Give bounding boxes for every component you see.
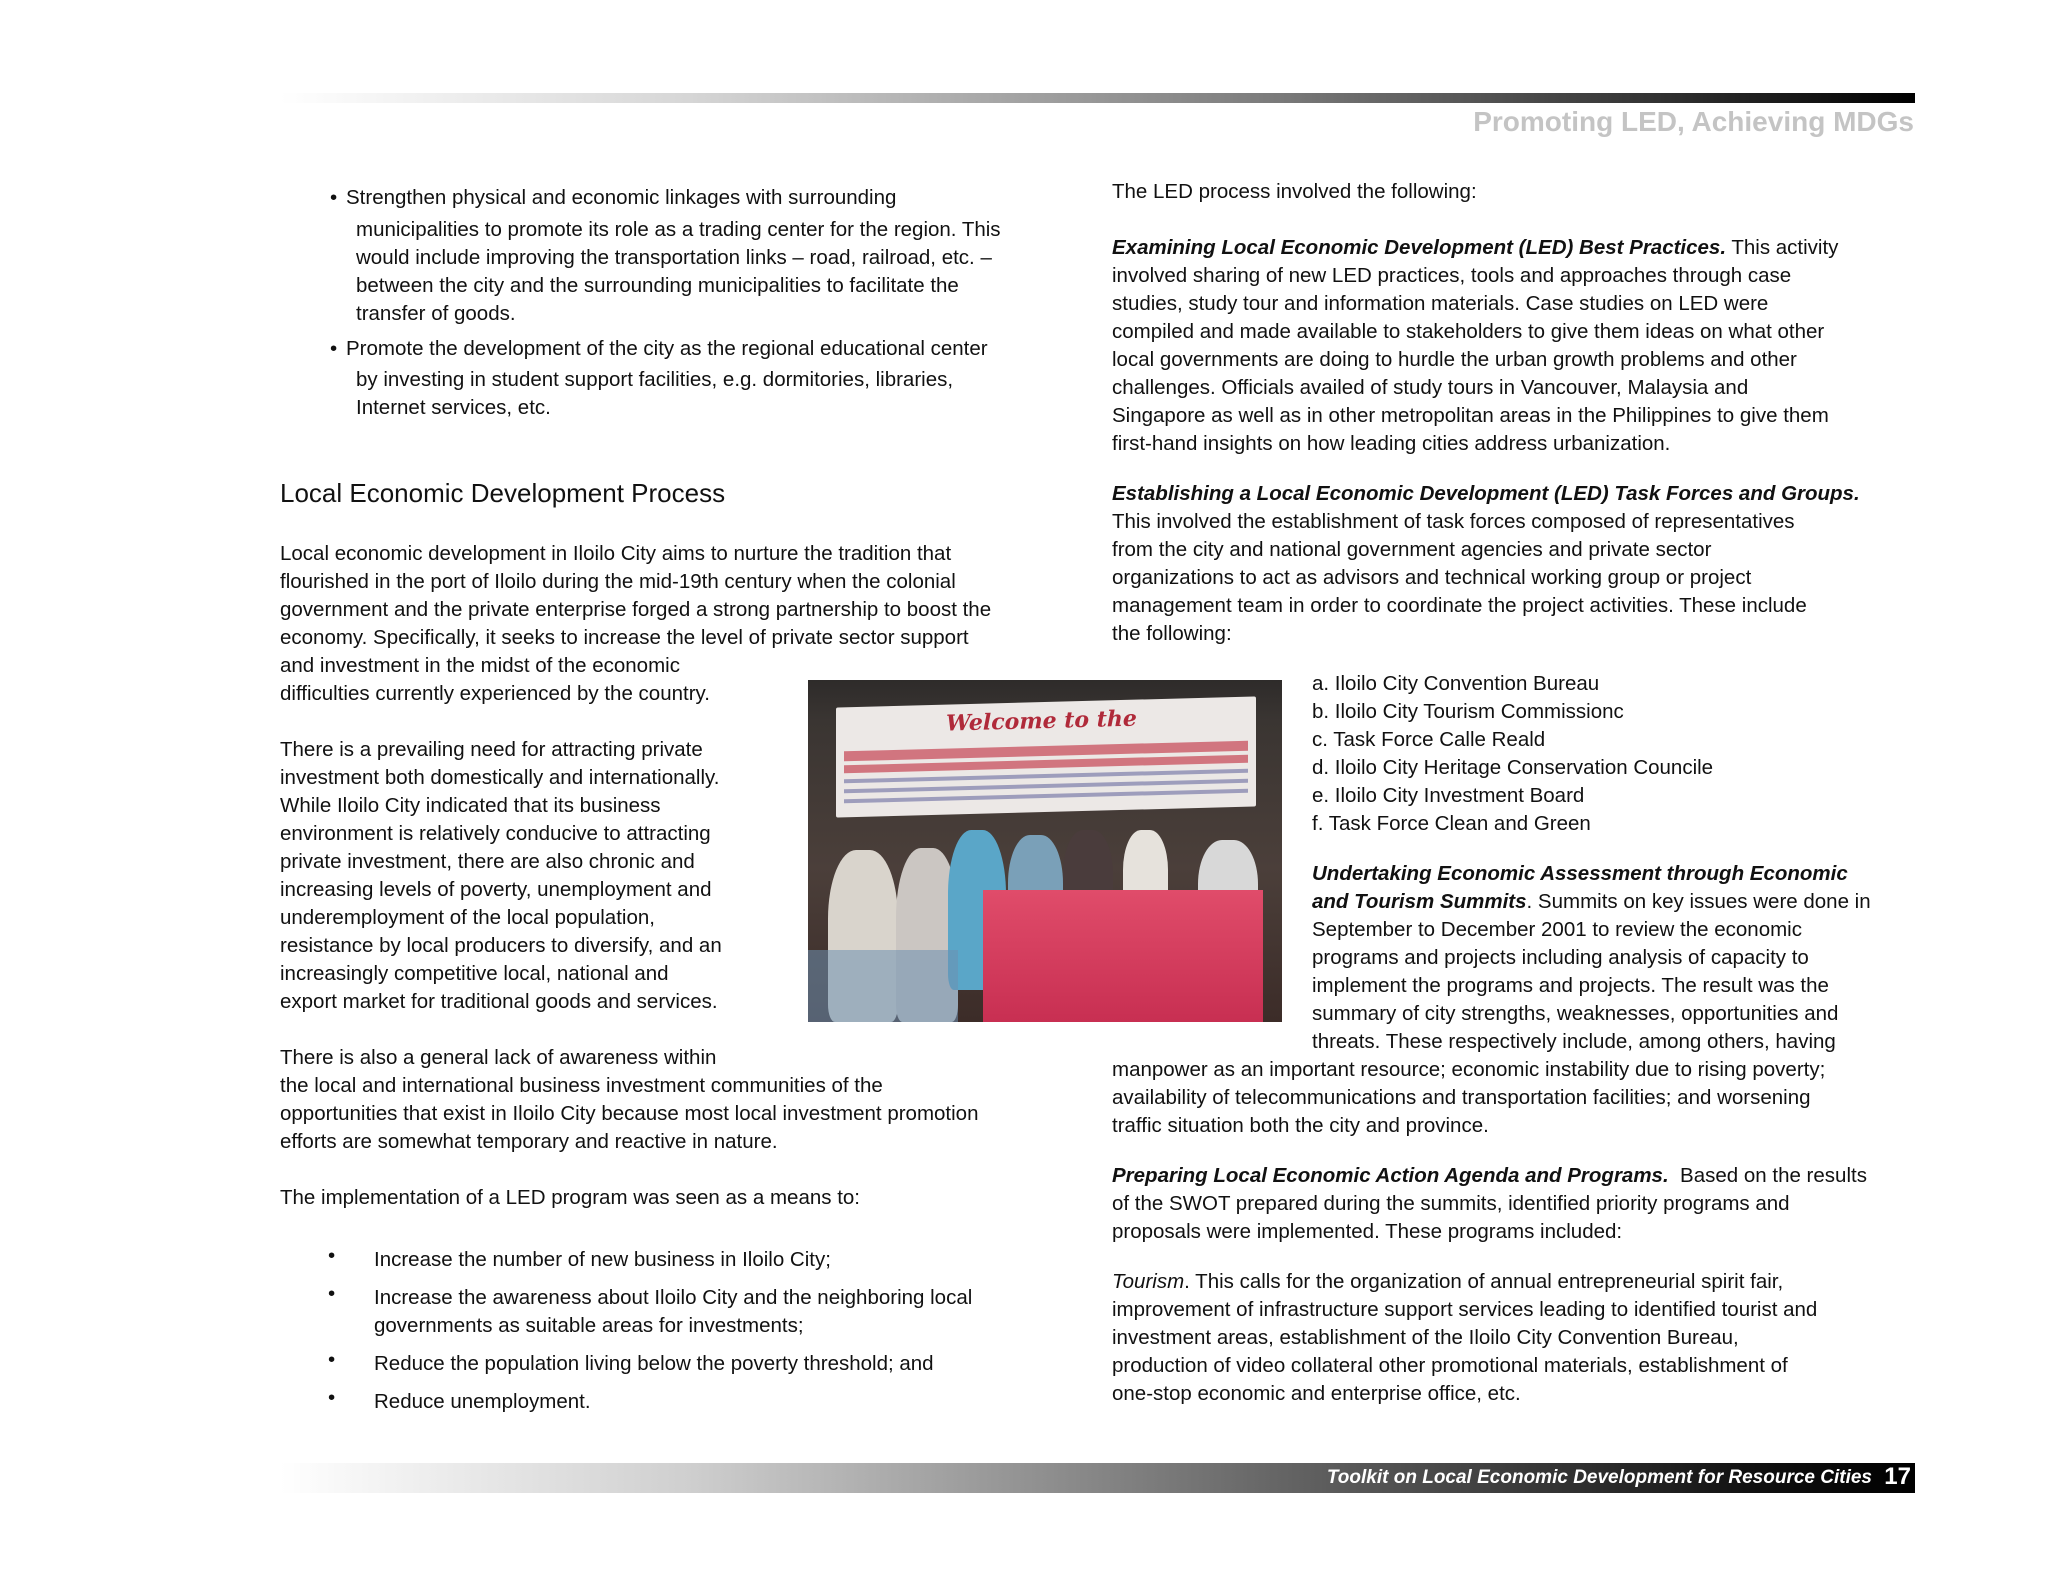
paragraph-line: the local and international business investment communities of the (280, 1074, 883, 1097)
paragraph-line: Based on the results (1668, 1164, 1867, 1187)
paragraph-line: flourished in the port of Iloilo during the mid-19th century when the colonial (280, 570, 956, 593)
paragraph-line: proposals were implemented. These programs included: (1112, 1220, 1623, 1243)
bullet-marker: • (330, 186, 338, 209)
paragraph-line: traffic situation both the city and province. (1112, 1114, 1489, 1137)
paragraph-line: implement the programs and projects. The result was the (1312, 974, 1829, 997)
bullet-text: Strengthen physical and economic linkages with surrounding (346, 186, 897, 209)
section-title: Undertaking Economic Assessment through Economic (1312, 862, 1848, 885)
paragraph-line: increasingly competitive local, national and (280, 962, 669, 985)
bullet-marker: • (328, 1244, 336, 1267)
paragraph-line: of the SWOT prepared during the summits, identified priority programs and (1112, 1192, 1790, 1215)
paragraph-line: programs and projects including analysis of capacity to (1312, 946, 1809, 969)
paragraph-line: and investment in the midst of the economic (280, 654, 680, 677)
paragraph-line: The implementation of a LED program was seen as a means to: (280, 1186, 860, 1209)
bullet-text: Increase the awareness about Iloilo City and the neighboring local (374, 1286, 973, 1309)
section-title: Examining Local Economic Development (LED) Best Practices. (1112, 236, 1727, 259)
paragraph-line: involved sharing of new LED practices, tools and approaches through case (1112, 264, 1792, 287)
bullet-text: Increase the number of new business in Iloilo City; (374, 1248, 831, 1271)
task-force-item: c. Task Force Calle Reald (1312, 728, 1546, 751)
section-lead (1112, 1268, 1783, 1296)
paragraph-line: compiled and made available to stakeholders to give them ideas on what other (1112, 320, 1825, 343)
bullet-text: by investing in student support facilities, e.g. dormitories, libraries, (356, 368, 954, 391)
section-lead (1112, 234, 1838, 262)
paragraph-line: difficulties currently experienced by the country. (280, 682, 710, 705)
paragraph-line: production of video collateral other promotional materials, establishment of (1112, 1354, 1788, 1377)
paragraph-line: government and the private enterprise forged a strong partnership to boost the (280, 598, 992, 621)
task-force-item: a. Iloilo City Convention Bureau (1312, 672, 1600, 695)
paragraph-line: investment both domestically and internationally. (280, 766, 720, 789)
banner-title: Welcome to the (946, 705, 1137, 737)
paragraph-line: private investment, there are also chronic and (280, 850, 695, 873)
page-number: 17 (1884, 1463, 1911, 1490)
running-header: Promoting LED, Achieving MDGs (1473, 106, 1914, 137)
paragraph-line: from the city and national government agencies and private sector (1112, 538, 1712, 561)
bullet-marker: • (330, 337, 338, 360)
paragraph-line: There is a prevailing need for attracting private (280, 738, 703, 761)
section-title: Establishing a Local Economic Development (LED) Task Forces and Groups. (1112, 482, 1860, 505)
paragraph-line: studies, study tour and information materials. Case studies on LED were (1112, 292, 1769, 315)
footer-title: Toolkit on Local Economic Development for Resource Cities (1326, 1467, 1872, 1488)
paragraph-line: underemployment of the local population, (280, 906, 655, 929)
bullet-text: Promote the development of the city as the regional educational center (346, 337, 988, 360)
section-title: Tourism (1112, 1270, 1185, 1293)
task-force-item: e. Iloilo City Investment Board (1312, 784, 1585, 807)
paragraph-line: investment areas, establishment of the Iloilo City Convention Bureau, (1112, 1326, 1739, 1349)
paragraph-line: organizations to act as advisors and technical working group or project (1112, 566, 1752, 589)
bullet-text: Internet services, etc. (356, 396, 551, 419)
photo-banner (836, 697, 1256, 818)
section-title: Preparing Local Economic Action Agenda and Programs. (1112, 1164, 1669, 1187)
paragraph-line: resistance by local producers to diversify, and an (280, 934, 722, 957)
section-title: and Tourism Summits (1312, 890, 1527, 913)
paragraph-line: This involved the establishment of task forces composed of representatives (1112, 510, 1795, 533)
paragraph-line: availability of telecommunications and transportation facilities; and worsening (1112, 1086, 1811, 1109)
workshop-photo (808, 680, 1282, 1022)
bullet-text: governments as suitable areas for investments; (374, 1314, 804, 1337)
paragraph-line: environment is relatively conducive to attracting (280, 822, 711, 845)
paragraph-line: Local economic development in Iloilo City aims to nurture the tradition that (280, 542, 952, 565)
paragraph-line: While Iloilo City indicated that its business (280, 794, 661, 817)
paragraph-line: export market for traditional goods and services. (280, 990, 718, 1013)
section-lead (1112, 1162, 1867, 1190)
bullet-text: would include improving the transportation links – road, railroad, etc. – (356, 246, 992, 269)
bullet-marker: • (328, 1348, 336, 1371)
paragraph-line: economy. Specifically, it seeks to increase the level of private sector support (280, 626, 969, 649)
paragraph-line: challenges. Officials availed of study tours in Vancouver, Malaysia and (1112, 376, 1749, 399)
paragraph-line: one-stop economic and enterprise office, etc. (1112, 1382, 1521, 1405)
task-force-item: f. Task Force Clean and Green (1312, 812, 1591, 835)
paragraph-line: . Summits on key issues were done in (1526, 890, 1871, 913)
paragraph-line: summary of city strengths, weaknesses, opportunities and (1312, 1002, 1839, 1025)
paragraph-line: local governments are doing to hurdle the urban growth problems and other (1112, 348, 1797, 371)
paragraph-line: There is also a general lack of awareness within (280, 1046, 717, 1069)
paragraph-line: the following: (1112, 622, 1232, 645)
bullet-text: transfer of goods. (356, 302, 516, 325)
bullet-text: Reduce unemployment. (374, 1390, 591, 1413)
paragraph-line: September to December 2001 to review the economic (1312, 918, 1802, 941)
paragraph-line: Singapore as well as in other metropolitan areas in the Philippines to give them (1112, 404, 1829, 427)
paragraph-line: . This calls for the organization of annual entrepreneurial spirit fair, (1184, 1270, 1784, 1293)
paragraph-line: The LED process involved the following: (1112, 180, 1477, 203)
paragraph-line: This activity (1726, 236, 1839, 259)
paragraph-line: increasing levels of poverty, unemployment and (280, 878, 712, 901)
paragraph-line: first-hand insights on how leading cities address urbanization. (1112, 432, 1671, 455)
paragraph-line: threats. These respectively include, among others, having (1312, 1030, 1836, 1053)
table-cloth (983, 890, 1263, 1022)
header-rule (280, 93, 1915, 103)
bullet-text: Reduce the population living below the poverty threshold; and (374, 1352, 934, 1375)
task-force-item: b. Iloilo City Tourism Commissionc (1312, 700, 1624, 723)
bullet-text: between the city and the surrounding municipalities to facilitate the (356, 274, 959, 297)
paragraph-line: management team in order to coordinate the project activities. These include (1112, 594, 1807, 617)
paragraph-line: improvement of infrastructure support services leading to identified tourist and (1112, 1298, 1818, 1321)
task-force-item: d. Iloilo City Heritage Conservation Councile (1312, 756, 1714, 779)
bullet-text: municipalities to promote its role as a trading center for the region. This (356, 218, 1001, 241)
paragraph-line: manpower as an important resource; economic instability due to rising poverty; (1112, 1058, 1826, 1081)
bullet-marker: • (328, 1386, 336, 1409)
section-lead (1312, 888, 1871, 916)
section-heading: Local Economic Development Process (280, 478, 726, 508)
paragraph-line: opportunities that exist in Iloilo City because most local investment promotion (280, 1102, 979, 1125)
paragraph-line: efforts are somewhat temporary and reactive in nature. (280, 1130, 778, 1153)
bullet-marker: • (328, 1282, 336, 1305)
